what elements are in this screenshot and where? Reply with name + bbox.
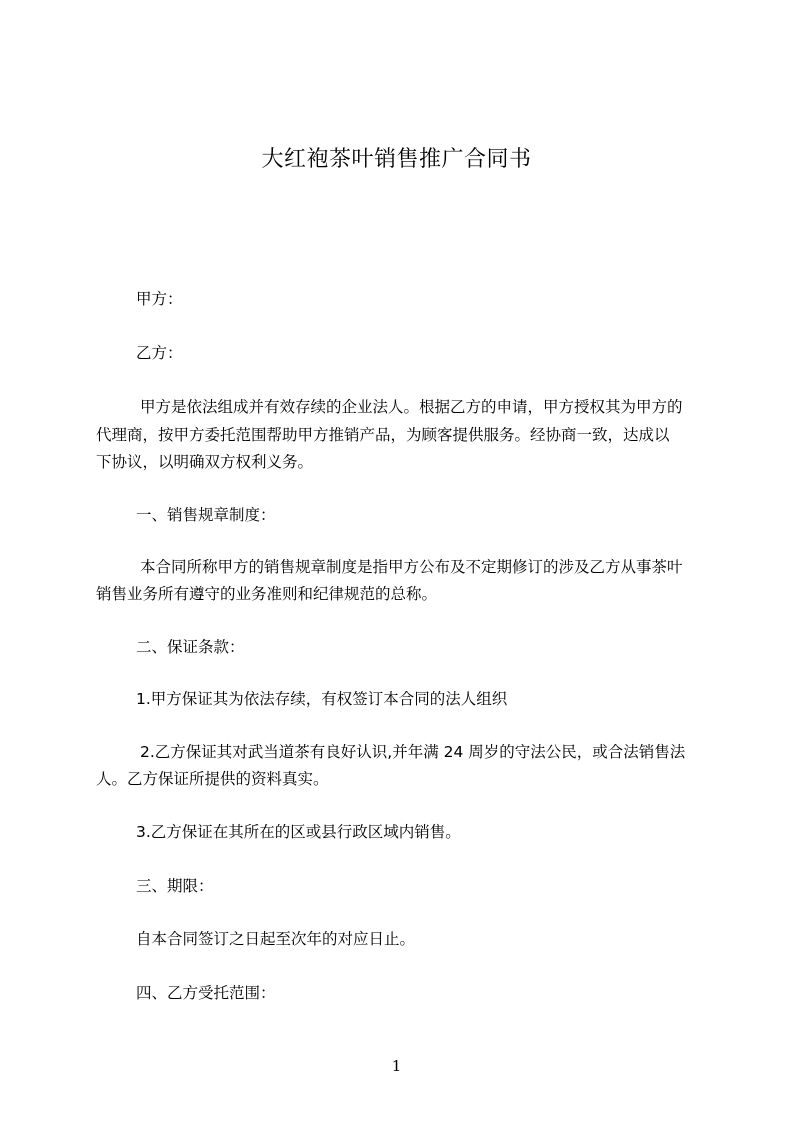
section4-heading: 四、乙方受托范围： xyxy=(136,984,276,1002)
section1-heading: 一、销售规章制度： xyxy=(136,506,276,524)
section2-item-2-line-1: 2.乙方保证其对武当道茶有良好认识,并年满 24 周岁的守法公民，或合法销售法 xyxy=(140,743,686,761)
section1-body-line-1: 本合同所称甲方的销售规章制度是指甲方公布及不定期修订的涉及乙方从事茶叶 xyxy=(140,558,683,576)
section1-body-line-2: 销售业务所有遵守的业务准则和纪律规范的总称。 xyxy=(96,585,438,603)
page-title: 大红袍茶叶销售推广合同书 xyxy=(261,147,532,172)
section2-item-3: 3.乙方保证在其所在的区或县行政区域内销售。 xyxy=(136,823,461,841)
section2-item-2-line-2: 人。乙方保证所提供的资料真实。 xyxy=(96,770,329,788)
intro-line-1: 甲方是依法组成并有效存续的企业法人。根据乙方的申请，甲方授权其为甲方的 xyxy=(140,398,683,416)
section2-item-1: 1.甲方保证其为依法存续，有权签订本合同的法人组织 xyxy=(136,690,508,708)
page-number: 1 xyxy=(391,1057,402,1075)
party-b-label: 乙方： xyxy=(136,344,183,362)
section3-body: 自本合同签订之日起至次年的对应日止。 xyxy=(136,930,416,948)
intro-line-3: 下协议，以明确双方权利义务。 xyxy=(96,453,314,471)
intro-line-2: 代理商，按甲方委托范围帮助甲方推销产品，为顾客提供服务。经协商一致，达成以 xyxy=(96,426,670,444)
section2-heading: 二、保证条款： xyxy=(136,638,245,656)
section3-heading: 三、期限： xyxy=(136,877,214,895)
party-a-label: 甲方： xyxy=(136,290,183,308)
